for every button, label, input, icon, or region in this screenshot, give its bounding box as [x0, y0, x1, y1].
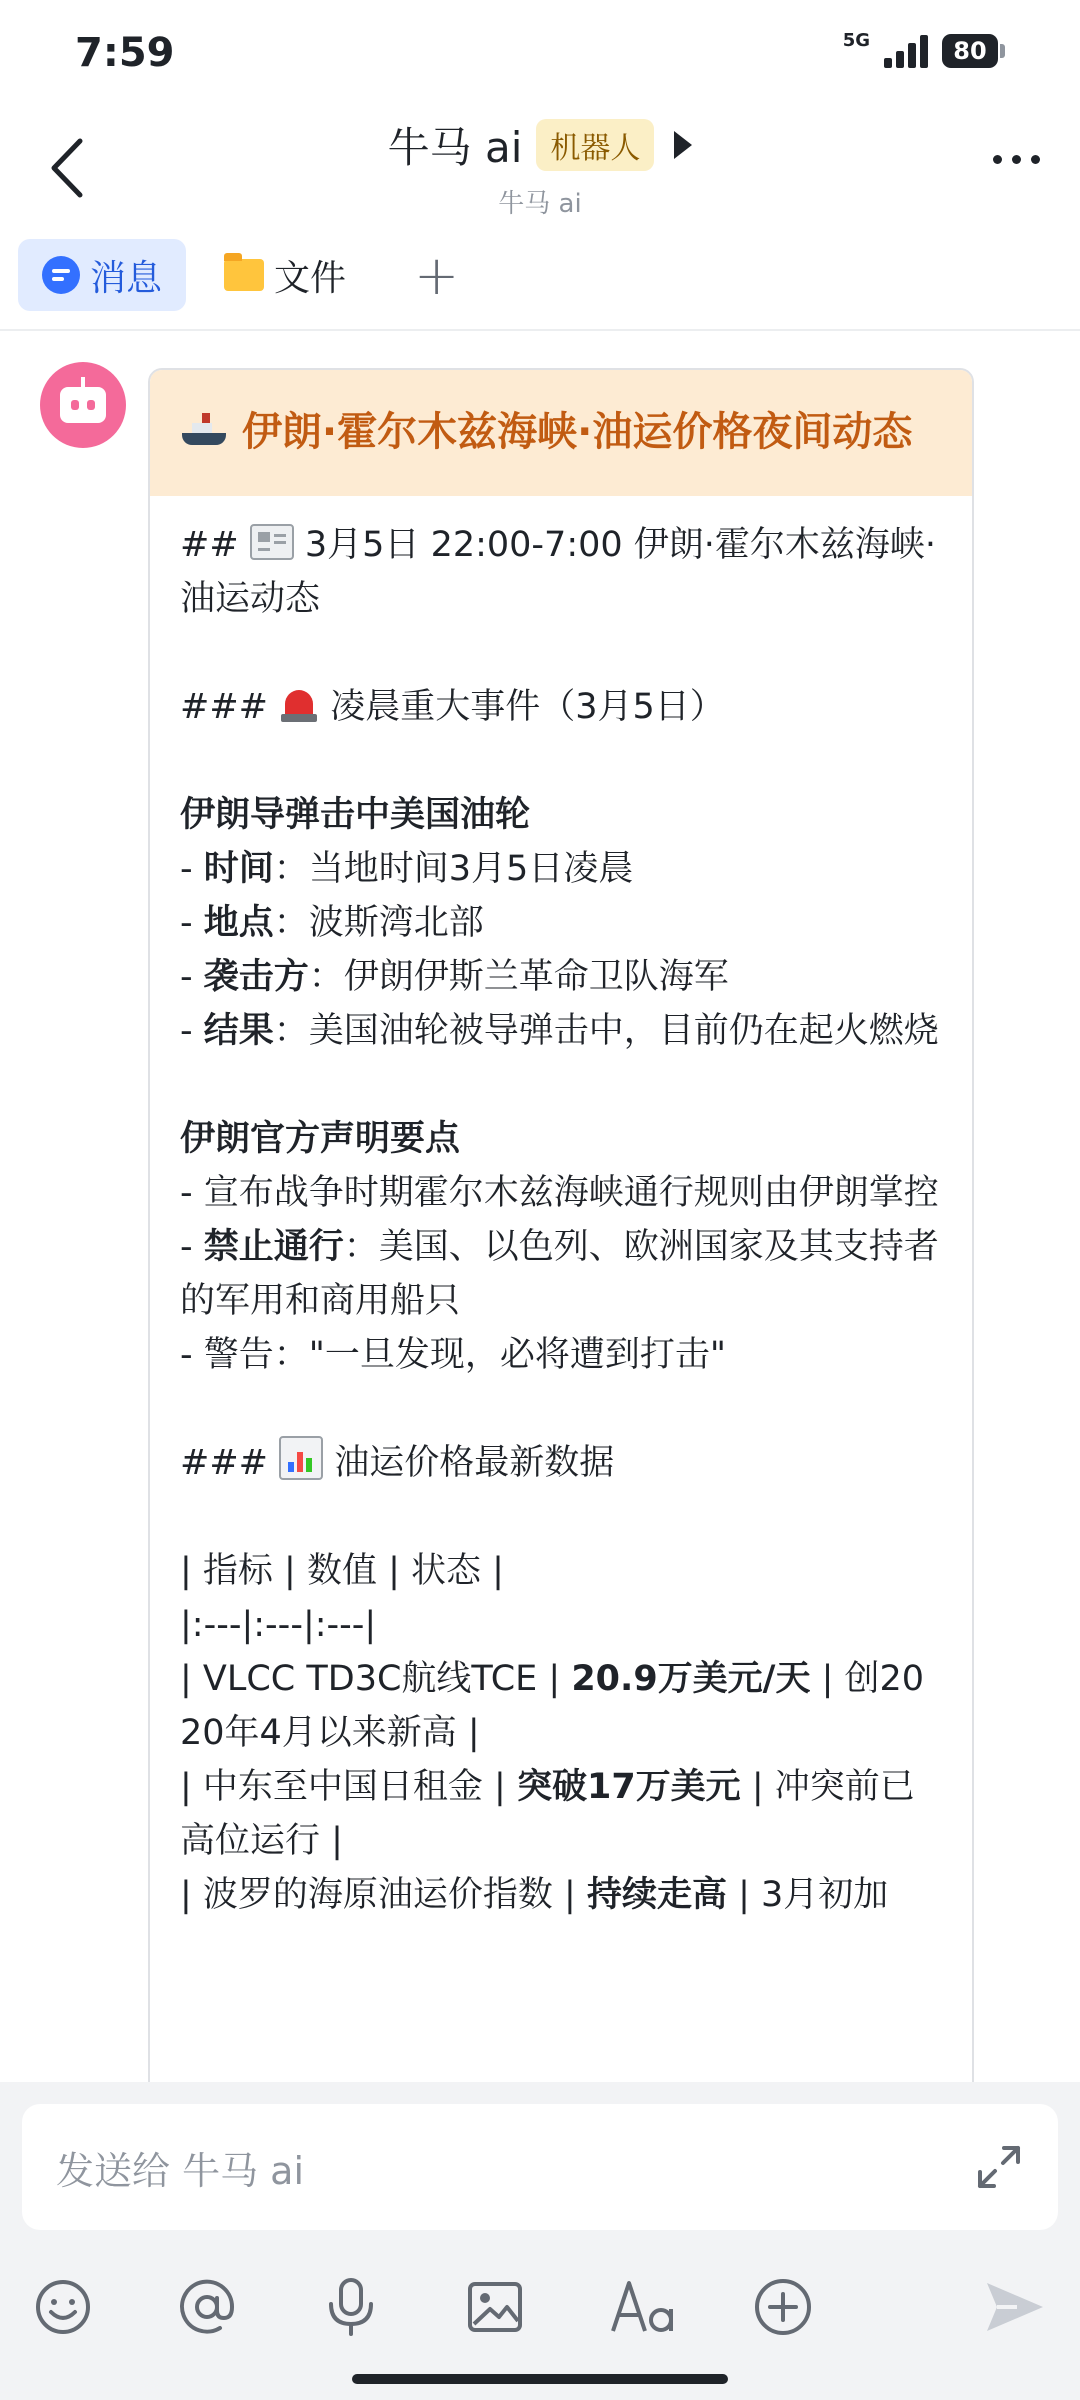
newspaper-icon — [250, 524, 294, 560]
voice-button[interactable] — [316, 2272, 386, 2342]
send-button[interactable] — [980, 2272, 1050, 2342]
tab-files-label: 文件 — [274, 257, 347, 299]
play-arrow-icon — [674, 131, 692, 159]
list-item: - 禁止通行：美国、以色列、欧洲国家及其支持者的军用和商用船只 — [180, 1227, 939, 1321]
heading-date: ## 3月5日 22:00-7:00 伊朗·霍尔木兹海峡·油运动态 — [180, 525, 937, 619]
table-row: | 中东至中国日租金 | 突破17万美元 | 冲突前已高位运行 | — [180, 1767, 915, 1861]
status-bar — [0, 0, 1080, 105]
bot-avatar[interactable] — [40, 362, 126, 448]
send-icon — [983, 2277, 1047, 2337]
chat-title: 牛马 ai — [387, 123, 523, 172]
image-button[interactable] — [460, 2272, 530, 2342]
ship-icon — [180, 411, 228, 449]
chat-tabs — [0, 225, 1080, 331]
chat-header — [0, 105, 1080, 225]
list-item: - 时间：当地时间3月5日凌晨 — [180, 849, 634, 889]
list-item: - 宣布战争时期霍尔木兹海峡通行规则由伊朗掌控 — [180, 1173, 939, 1213]
status-time: 7:59 — [75, 30, 175, 76]
chat-title-row[interactable] — [0, 115, 1080, 175]
list-item: - 结果：美国油轮被导弹击中，目前仍在起火燃烧 — [180, 1011, 939, 1051]
tab-messages[interactable] — [18, 239, 186, 311]
list-item: - 袭击方：伊朗伊斯兰革命卫队海军 — [180, 957, 729, 997]
message-icon — [42, 256, 80, 294]
folder-icon — [224, 259, 264, 291]
image-icon — [465, 2277, 525, 2337]
card-title-text: 伊朗·霍尔木兹海峡·油运价格夜间动态 — [241, 409, 913, 455]
table-header: | 指标 | 数值 | 状态 | — [180, 1551, 504, 1591]
section-title-statement: 伊朗官方声明要点 — [180, 1119, 461, 1159]
bar-chart-icon — [279, 1436, 323, 1480]
list-item: - 地点：波斯湾北部 — [180, 903, 484, 943]
heading-prices: ### 油运价格最新数据 — [180, 1436, 942, 1490]
section-title-attack: 伊朗导弹击中美国油轮 — [180, 795, 531, 835]
heading-events: ### 凌晨重大事件（3月5日） — [180, 680, 942, 734]
microphone-icon — [321, 2276, 381, 2338]
table-row: | 波罗的海原油运价指数 | 持续走高 | 3月初加 — [180, 1875, 889, 1915]
card-body — [150, 496, 972, 1922]
battery-icon — [942, 34, 1005, 68]
at-icon — [176, 2276, 238, 2338]
expand-icon[interactable] — [974, 2142, 1024, 2192]
tab-files[interactable] — [200, 239, 370, 311]
network-label: 5G — [842, 30, 870, 51]
signal-icon — [884, 34, 928, 68]
status-indicators — [842, 30, 1005, 68]
message-input[interactable] — [22, 2104, 1058, 2230]
tab-messages-label: 消息 — [90, 257, 163, 299]
text-format-icon — [609, 2277, 681, 2337]
card-header — [150, 370, 972, 496]
text-format-button[interactable] — [605, 2272, 685, 2342]
siren-icon — [279, 684, 319, 724]
composer-toolbar — [0, 2262, 1080, 2362]
battery-level: 80 — [942, 34, 998, 68]
add-tab-button[interactable]: + — [414, 243, 460, 307]
more-actions-button[interactable] — [748, 2272, 818, 2342]
emoji-icon — [33, 2277, 93, 2337]
chat-subtitle: 牛马 ai — [498, 189, 582, 219]
home-indicator[interactable] — [352, 2374, 728, 2384]
message-list[interactable] — [0, 330, 1080, 2082]
emoji-button[interactable] — [28, 2272, 98, 2342]
bot-badge: 机器人 — [536, 119, 654, 171]
table-separator: |:---|:---|:---| — [180, 1605, 377, 1645]
table-row: | VLCC TD3C航线TCE | 20.9万美元/天 | 创2020年4月以来新高 | — [180, 1659, 925, 1753]
robot-icon — [60, 387, 106, 423]
plus-circle-icon — [752, 2276, 814, 2338]
composer — [0, 2082, 1080, 2400]
card-title — [180, 402, 942, 462]
message-input-placeholder: 发送给 牛马 ai — [56, 2149, 305, 2193]
list-item: - 警告："一旦发现，必将遭到打击" — [180, 1335, 726, 1375]
message-card[interactable] — [148, 368, 974, 2082]
mention-button[interactable] — [172, 2272, 242, 2342]
more-options-button[interactable] — [993, 155, 1040, 164]
